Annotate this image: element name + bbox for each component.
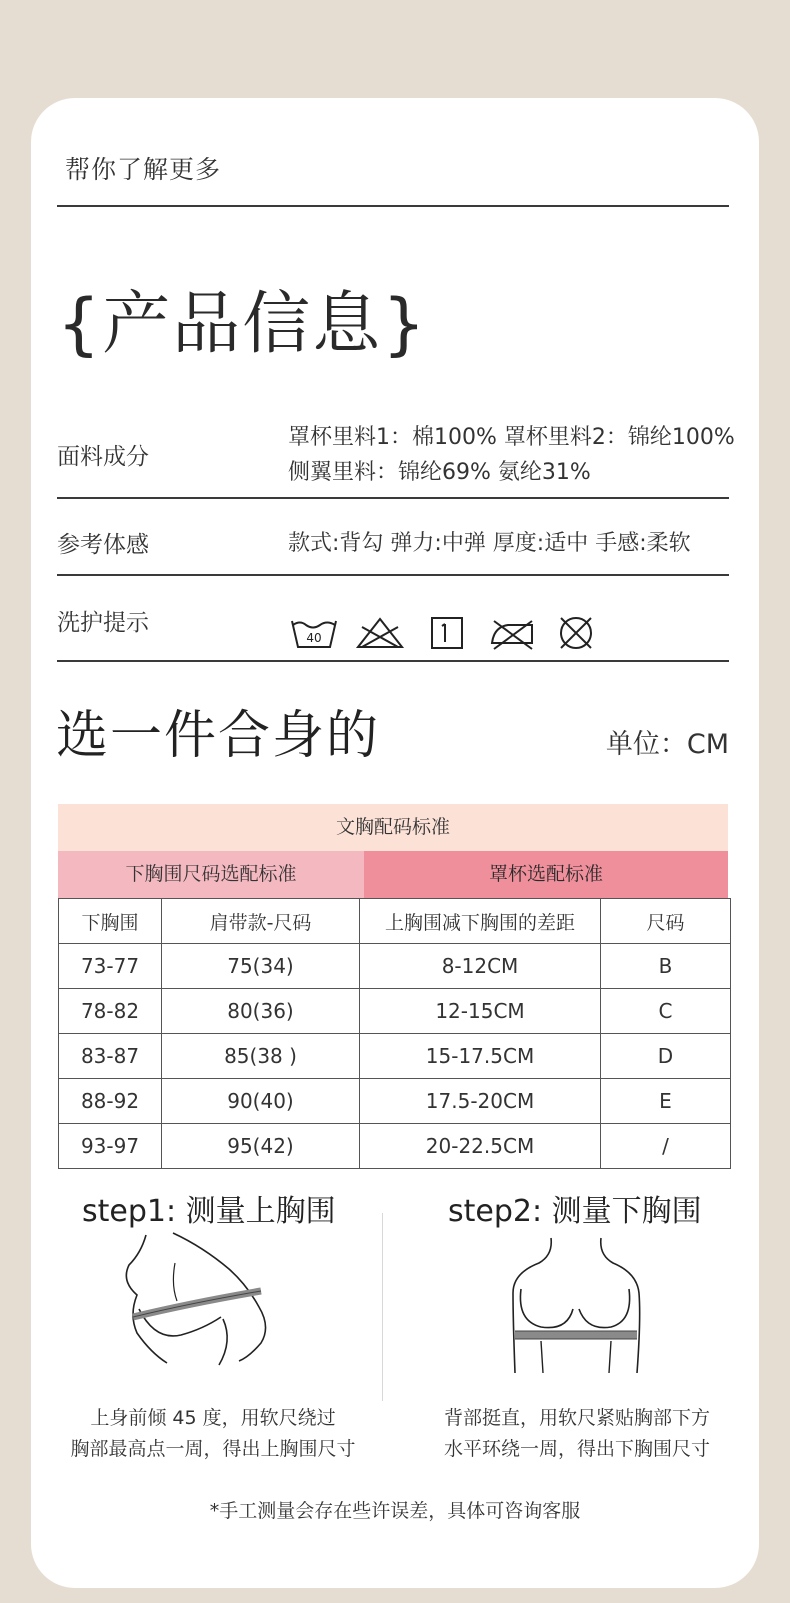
table-cell: B bbox=[601, 944, 731, 989]
step-divider bbox=[382, 1213, 383, 1401]
svg-text:40: 40 bbox=[306, 631, 322, 645]
step1-desc-line: 上身前倾 45 度，用软尺绕过 bbox=[90, 1407, 336, 1429]
upper-bust-illustration bbox=[111, 1223, 291, 1373]
table-cell: 95(42) bbox=[162, 1124, 360, 1169]
table-cell: 83-87 bbox=[59, 1034, 162, 1079]
column-header: 上胸围减下胸围的差距 bbox=[360, 899, 601, 944]
table-cell: E bbox=[601, 1079, 731, 1124]
table-cell: 78-82 bbox=[59, 989, 162, 1034]
underbust-standard-header: 下胸围尺码选配标准 bbox=[58, 851, 364, 898]
step2-title: step2: 测量下胸围 bbox=[448, 1194, 702, 1229]
step2-description bbox=[427, 1403, 727, 1465]
column-header: 尺码 bbox=[601, 899, 731, 944]
table-cell: 88-92 bbox=[59, 1079, 162, 1124]
step1-desc-line: 胸部最高点一周，得出上胸围尺寸 bbox=[70, 1438, 356, 1460]
table-row bbox=[59, 989, 731, 1034]
no-bleach-icon bbox=[354, 613, 420, 653]
column-header: 下胸围 bbox=[59, 899, 162, 944]
table-cell: 8-12CM bbox=[360, 944, 601, 989]
line-dry-icon bbox=[420, 613, 486, 653]
feel-values: 款式:背勾 弹力:中弹 厚度:适中 手感:柔软 bbox=[288, 531, 691, 556]
table-cell: / bbox=[601, 1124, 731, 1169]
table-cell: 75(34) bbox=[162, 944, 360, 989]
step2-desc-line: 水平环绕一周，得出下胸围尺寸 bbox=[443, 1438, 710, 1460]
table-cell: 93-97 bbox=[59, 1124, 162, 1169]
fabric-label: 面料成分 bbox=[57, 444, 149, 470]
measurement-note: *手工测量会存在些许误差，具体可咨询客服 bbox=[209, 1500, 581, 1522]
table-cell: 85(38 ) bbox=[162, 1034, 360, 1079]
no-iron-icon bbox=[486, 613, 552, 653]
table-row bbox=[59, 1124, 731, 1169]
divider bbox=[57, 205, 729, 207]
table-row bbox=[59, 944, 731, 989]
product-info-title: {产品信息} bbox=[57, 285, 428, 364]
care-icons bbox=[288, 613, 618, 653]
product-info-card bbox=[31, 98, 759, 1588]
fabric-line-1: 罩杯里料1：棉100% 罩杯里料2：锦纶100% bbox=[288, 425, 735, 450]
divider bbox=[57, 497, 729, 499]
step1-description bbox=[53, 1403, 373, 1465]
table-cell: 90(40) bbox=[162, 1079, 360, 1124]
table-row bbox=[59, 1079, 731, 1124]
cup-standard-header: 罩杯选配标准 bbox=[364, 851, 728, 898]
unit-label: 单位：CM bbox=[605, 729, 729, 760]
feel-label: 参考体感 bbox=[57, 532, 149, 558]
fabric-line-2: 侧翼里料：锦纶69% 氨纶31% bbox=[288, 460, 591, 485]
help-title: 帮你了解更多 bbox=[65, 155, 222, 184]
column-header: 肩带款-尺码 bbox=[162, 899, 360, 944]
table-cell: C bbox=[601, 989, 731, 1034]
step2-desc-line: 背部挺直，用软尺紧贴胸部下方 bbox=[443, 1407, 710, 1429]
size-table bbox=[58, 898, 731, 1169]
divider bbox=[57, 574, 729, 576]
table-cell: 73-77 bbox=[59, 944, 162, 989]
step1-title: step1: 测量上胸围 bbox=[82, 1194, 336, 1229]
size-table-title: 文胸配码标准 bbox=[58, 804, 728, 851]
table-cell: 12-15CM bbox=[360, 989, 601, 1034]
table-cell: 15-17.5CM bbox=[360, 1034, 601, 1079]
table-cell: 20-22.5CM bbox=[360, 1124, 601, 1169]
fit-title: 选一件合身的 bbox=[56, 706, 381, 766]
table-cell: 80(36) bbox=[162, 989, 360, 1034]
care-label: 洗护提示 bbox=[57, 610, 149, 636]
table-header-row bbox=[59, 899, 731, 944]
underbust-illustration bbox=[501, 1223, 651, 1373]
wash-40-icon bbox=[288, 613, 354, 653]
table-cell: 17.5-20CM bbox=[360, 1079, 601, 1124]
divider bbox=[57, 660, 729, 662]
table-cell: D bbox=[601, 1034, 731, 1079]
table-row bbox=[59, 1034, 731, 1079]
no-dry-clean-icon bbox=[552, 613, 618, 653]
